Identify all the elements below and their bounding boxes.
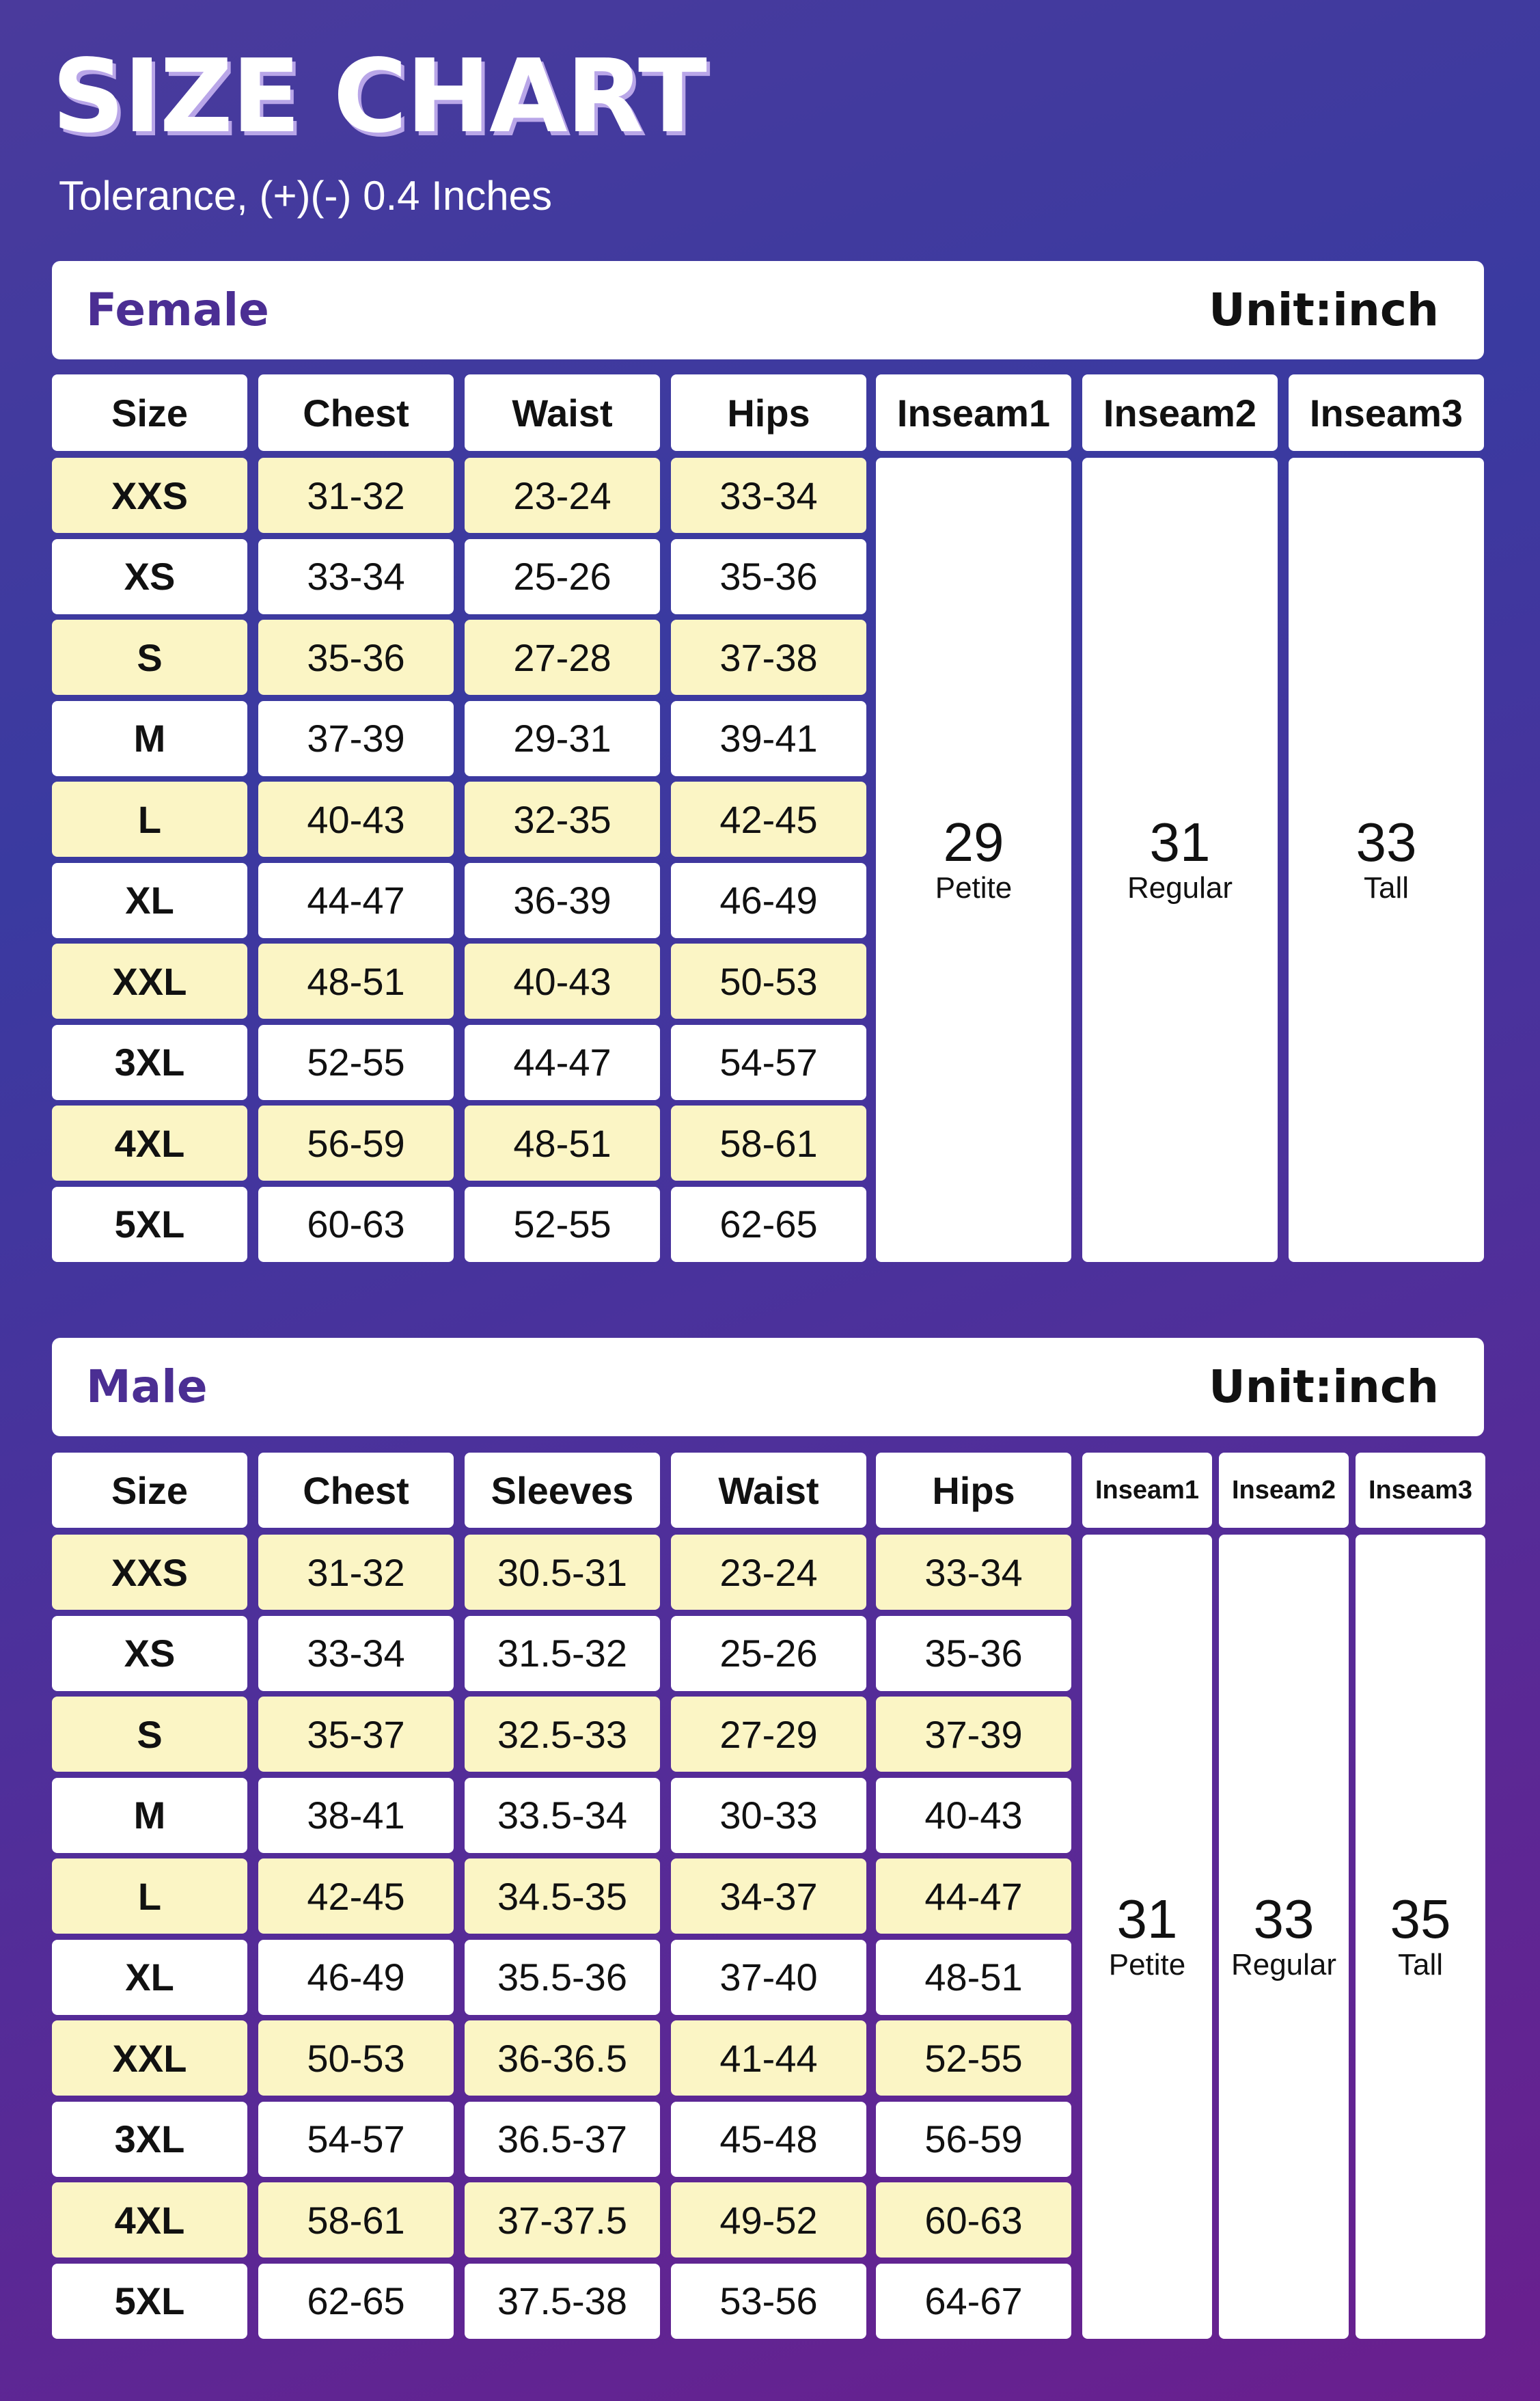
- column-header-inseam2: Inseam2: [1219, 1453, 1349, 1528]
- size-label: S: [52, 620, 247, 695]
- measurement-cell: 50-53: [671, 944, 866, 1019]
- inseam-value: 31: [1116, 1889, 1178, 1950]
- male-unit: Unit:inch: [1209, 1360, 1439, 1413]
- column-header-waist: Waist: [465, 374, 660, 451]
- male-header-bar: [52, 1338, 1484, 1436]
- measurement-cell: 56-59: [876, 2102, 1071, 2177]
- inseam-value: 29: [943, 812, 1004, 873]
- measurement-cell: 60-63: [876, 2182, 1071, 2258]
- measurement-cell: 31.5-32: [465, 1616, 660, 1691]
- female-header-bar: [52, 261, 1484, 359]
- measurement-cell: 30.5-31: [465, 1535, 660, 1610]
- measurement-cell: 40-43: [465, 944, 660, 1019]
- measurement-cell: 30-33: [671, 1778, 866, 1853]
- inseam-box-regular: [1219, 1535, 1349, 2339]
- column-header-hips: Hips: [671, 374, 866, 451]
- measurement-cell: 33-34: [671, 458, 866, 533]
- measurement-cell: 27-28: [465, 620, 660, 695]
- measurement-cell: 41-44: [671, 2020, 866, 2096]
- column-header-inseam1: Inseam1: [1082, 1453, 1212, 1528]
- size-label: 3XL: [52, 1025, 247, 1100]
- measurement-cell: 46-49: [671, 863, 866, 938]
- size-label: S: [52, 1697, 247, 1772]
- measurement-cell: 44-47: [465, 1025, 660, 1100]
- measurement-cell: 33-34: [258, 1616, 454, 1691]
- measurement-cell: 58-61: [671, 1106, 866, 1181]
- measurement-cell: 42-45: [671, 782, 866, 857]
- measurement-cell: 38-41: [258, 1778, 454, 1853]
- size-label: 3XL: [52, 2102, 247, 2177]
- measurement-cell: 37-37.5: [465, 2182, 660, 2258]
- measurement-cell: 27-29: [671, 1697, 866, 1772]
- inseam-fit-label: Tall: [1363, 871, 1410, 905]
- measurement-cell: 52-55: [258, 1025, 454, 1100]
- size-label: M: [52, 701, 247, 776]
- measurement-cell: 31-32: [258, 458, 454, 533]
- inseam-box-regular: [1082, 458, 1278, 1262]
- measurement-cell: 25-26: [465, 539, 660, 614]
- measurement-cell: 44-47: [258, 863, 454, 938]
- measurement-cell: 62-65: [258, 2264, 454, 2339]
- column-header-size: Size: [52, 374, 247, 451]
- column-header-inseam3: Inseam3: [1356, 1453, 1485, 1528]
- measurement-cell: 40-43: [258, 782, 454, 857]
- measurement-cell: 52-55: [876, 2020, 1071, 2096]
- size-label: XXS: [52, 458, 247, 533]
- size-label: M: [52, 1778, 247, 1853]
- inseam-value: 33: [1356, 812, 1417, 873]
- size-label: XL: [52, 863, 247, 938]
- measurement-cell: 48-51: [258, 944, 454, 1019]
- inseam-box-petite: [1082, 1535, 1212, 2339]
- measurement-cell: 36-39: [465, 863, 660, 938]
- female-label: Female: [86, 284, 269, 336]
- page-title: SIZE CHART: [52, 38, 706, 155]
- measurement-cell: 34.5-35: [465, 1858, 660, 1934]
- measurement-cell: 54-57: [258, 2102, 454, 2177]
- column-header-hips: Hips: [876, 1453, 1071, 1528]
- measurement-cell: 33.5-34: [465, 1778, 660, 1853]
- inseam-box-petite: [876, 458, 1071, 1262]
- measurement-cell: 35.5-36: [465, 1940, 660, 2015]
- measurement-cell: 36.5-37: [465, 2102, 660, 2177]
- measurement-cell: 37-38: [671, 620, 866, 695]
- tolerance-note: Tolerance, (+)(-) 0.4 Inches: [59, 173, 552, 219]
- female-unit: Unit:inch: [1209, 284, 1439, 336]
- measurement-cell: 37-39: [876, 1697, 1071, 1772]
- measurement-cell: 37.5-38: [465, 2264, 660, 2339]
- column-header-inseam2: Inseam2: [1082, 374, 1278, 451]
- inseam-fit-label: Regular: [1127, 871, 1233, 905]
- size-label: XS: [52, 1616, 247, 1691]
- inseam-box-tall: [1356, 1535, 1485, 2339]
- measurement-cell: 48-51: [465, 1106, 660, 1181]
- inseam-fit-label: Petite: [1108, 1948, 1186, 1982]
- column-header-size: Size: [52, 1453, 247, 1528]
- measurement-cell: 37-39: [258, 701, 454, 776]
- measurement-cell: 44-47: [876, 1858, 1071, 1934]
- measurement-cell: 48-51: [876, 1940, 1071, 2015]
- measurement-cell: 35-36: [671, 539, 866, 614]
- inseam-box-tall: [1289, 458, 1484, 1262]
- measurement-cell: 23-24: [465, 458, 660, 533]
- measurement-cell: 64-67: [876, 2264, 1071, 2339]
- measurement-cell: 42-45: [258, 1858, 454, 1934]
- measurement-cell: 49-52: [671, 2182, 866, 2258]
- inseam-fit-label: Petite: [935, 871, 1013, 905]
- measurement-cell: 31-32: [258, 1535, 454, 1610]
- size-label: XL: [52, 1940, 247, 2015]
- measurement-cell: 32-35: [465, 782, 660, 857]
- measurement-cell: 50-53: [258, 2020, 454, 2096]
- size-label: 4XL: [52, 2182, 247, 2258]
- size-label: XXS: [52, 1535, 247, 1610]
- male-label: Male: [86, 1360, 208, 1413]
- measurement-cell: 25-26: [671, 1616, 866, 1691]
- measurement-cell: 34-37: [671, 1858, 866, 1934]
- measurement-cell: 29-31: [465, 701, 660, 776]
- measurement-cell: 52-55: [465, 1187, 660, 1262]
- inseam-value: 33: [1253, 1889, 1315, 1950]
- column-header-sleeves: Sleeves: [465, 1453, 660, 1528]
- size-label: 5XL: [52, 1187, 247, 1262]
- measurement-cell: 40-43: [876, 1778, 1071, 1853]
- measurement-cell: 60-63: [258, 1187, 454, 1262]
- measurement-cell: 35-36: [258, 620, 454, 695]
- measurement-cell: 56-59: [258, 1106, 454, 1181]
- measurement-cell: 32.5-33: [465, 1697, 660, 1772]
- inseam-value: 35: [1390, 1889, 1451, 1950]
- column-header-chest: Chest: [258, 374, 454, 451]
- measurement-cell: 54-57: [671, 1025, 866, 1100]
- column-header-inseam1: Inseam1: [876, 374, 1071, 451]
- measurement-cell: 46-49: [258, 1940, 454, 2015]
- size-label: XS: [52, 539, 247, 614]
- column-header-chest: Chest: [258, 1453, 454, 1528]
- size-label: 5XL: [52, 2264, 247, 2339]
- measurement-cell: 62-65: [671, 1187, 866, 1262]
- inseam-value: 31: [1149, 812, 1211, 873]
- inseam-fit-label: Tall: [1397, 1948, 1444, 1982]
- measurement-cell: 45-48: [671, 2102, 866, 2177]
- inseam-fit-label: Regular: [1230, 1948, 1337, 1982]
- size-label: XXL: [52, 2020, 247, 2096]
- measurement-cell: 39-41: [671, 701, 866, 776]
- measurement-cell: 58-61: [258, 2182, 454, 2258]
- measurement-cell: 33-34: [258, 539, 454, 614]
- measurement-cell: 35-36: [876, 1616, 1071, 1691]
- size-label: XXL: [52, 944, 247, 1019]
- column-header-waist: Waist: [671, 1453, 866, 1528]
- measurement-cell: 37-40: [671, 1940, 866, 2015]
- measurement-cell: 33-34: [876, 1535, 1071, 1610]
- measurement-cell: 36-36.5: [465, 2020, 660, 2096]
- measurement-cell: 35-37: [258, 1697, 454, 1772]
- measurement-cell: 53-56: [671, 2264, 866, 2339]
- size-label: L: [52, 782, 247, 857]
- column-header-inseam3: Inseam3: [1289, 374, 1484, 451]
- size-label: 4XL: [52, 1106, 247, 1181]
- measurement-cell: 23-24: [671, 1535, 866, 1610]
- size-label: L: [52, 1858, 247, 1934]
